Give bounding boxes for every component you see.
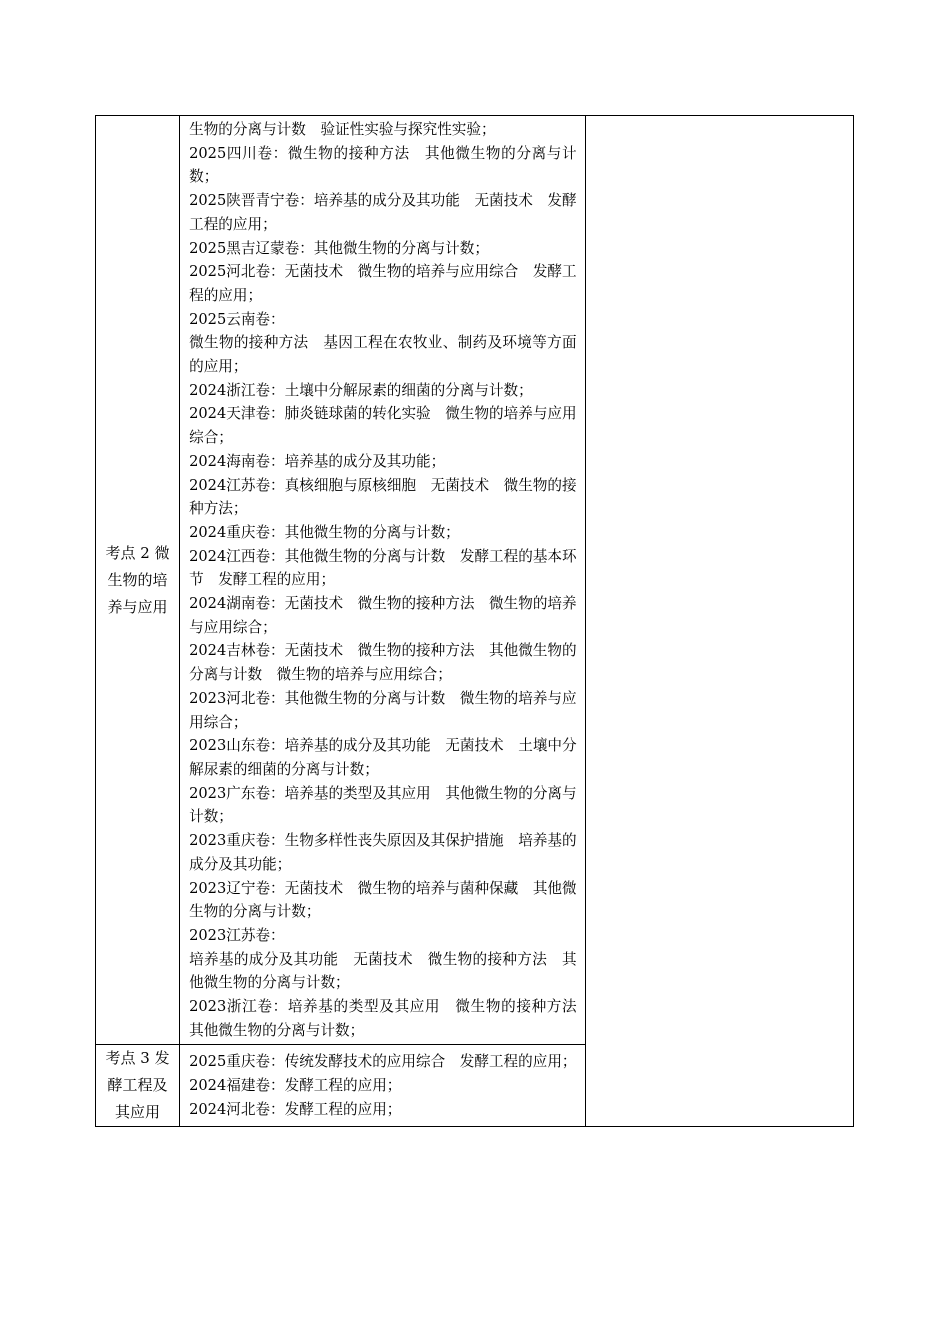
exam-entry: 2024湖南卷：无菌技术 微生物的接种方法 微生物的培养与应用综合； [189, 595, 577, 636]
knowledge-point-table [95, 115, 854, 1127]
exam-entry: 2024浙江卷：土壤中分解尿素的细菌的分离与计数； [189, 381, 533, 399]
exam-list-cell [180, 116, 592, 1045]
exam-entry: 2023浙江卷：培养基的类型及其应用 微生物的接种方法 其他微生物的分离与计数； [189, 998, 592, 1039]
point-label-line: 生物的培 [107, 570, 168, 589]
exam-entry: 2025黑吉辽蒙卷：其他微生物的分离与计数； [189, 239, 489, 257]
exam-entry: 2024江苏卷：真核细胞与原核细胞 无菌技术 微生物的接种方法； [189, 476, 577, 518]
exam-entry: 2024福建卷：发酵工程的应用； [189, 1077, 402, 1095]
exam-entry: 2023重庆卷：生物多样性丧失原因及其保护措施 培养基的成分及其功能； [189, 832, 577, 873]
exam-entry: 2023河北卷：其他微生物的分离与计数 微生物的培养与应用综合； [189, 689, 577, 731]
exam-entry: 2025重庆卷：传统发酵技术的应用综合 发酵工程的应用； [189, 1053, 577, 1071]
exam-entry: 2023山东卷：培养基的成分及其功能 无菌技术 土壤中分解尿素的细菌的分离与计数； [189, 737, 577, 778]
exam-entry: 2024海南卷：培养基的成分及其功能； [189, 452, 446, 470]
point-label-line: 考点 2 微 [105, 543, 170, 562]
exam-entry: 2024江西卷：其他微生物的分离与计数 发酵工程的基本环节 发酵工程的应用； [189, 547, 577, 589]
table-row-point-2 [96, 116, 854, 1045]
notes-cell [585, 116, 853, 1127]
exam-entry: 2024重庆卷：其他微生物的分离与计数； [189, 523, 460, 541]
point-label-cell [96, 116, 180, 1045]
point-label-line: 养与应用 [107, 597, 168, 616]
exam-entry: 2024吉林卷：无菌技术 微生物的接种方法 其他微生物的分离与计数 微生物的培养与应用综合； [189, 642, 577, 684]
exam-entry: 2023广东卷：培养基的类型及其应用 其他微生物的分离与计数； [189, 784, 577, 826]
exam-entry: 培养基的成分及其功能 无菌技术 微生物的接种方法 其他微生物的分离与计数； [189, 950, 577, 992]
exam-entry: 2025河北卷：无菌技术 微生物的培养与应用综合 发酵工程的应用； [189, 263, 577, 304]
exam-entry: 2025四川卷：微生物的接种方法 其他微生物的分离与计数； [189, 144, 577, 186]
point-label-line: 酵工程及 [107, 1076, 168, 1095]
exam-entry: 生物的分离与计数 验证性实验与探究性实验； [189, 121, 496, 138]
exam-entry: 2024天津卷：肺炎链球菌的转化实验 微生物的培养与应用综合； [189, 405, 577, 447]
point-label-cell [96, 1045, 180, 1127]
exam-entry: 微生物的接种方法 基因工程在农牧业、制药及环境等方面的应用； [189, 334, 577, 376]
exam-entry: 2025云南卷： [189, 310, 285, 328]
point-label-line: 考点 3 发 [105, 1049, 170, 1068]
exam-entry: 2023江苏卷： [189, 926, 285, 944]
exam-entry: 2024河北卷：发酵工程的应用； [189, 1100, 402, 1118]
exam-entry: 2025陕晋青宁卷：培养基的成分及其功能 无菌技术 发酵工程的应用； [189, 192, 577, 233]
point-label-line: 其应用 [115, 1103, 161, 1122]
exam-list-cell [180, 1045, 586, 1127]
exam-entry: 2023辽宁卷：无菌技术 微生物的培养与菌种保藏 其他微生物的分离与计数； [189, 879, 577, 921]
